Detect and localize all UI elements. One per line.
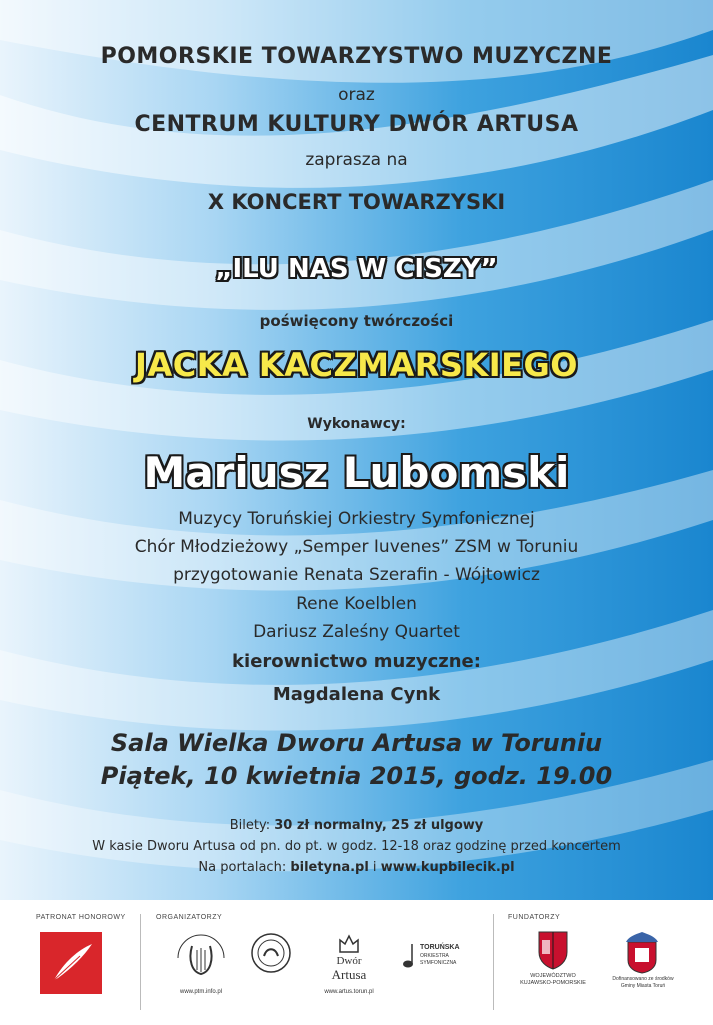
patronage-label: PATRONAT HONOROWY: [36, 914, 126, 921]
ticket-prefix: Bilety:: [229, 818, 275, 833]
society-seal-logo: [250, 932, 292, 974]
footer-divider: [140, 914, 141, 1010]
date-text: Piątek, 10 kwietnia 2015, godz. 19.00: [100, 762, 613, 790]
ticket-price-values: 30 zł normalny, 25 zł ulgowy: [274, 818, 484, 833]
ticket-prices: [0, 818, 713, 833]
sponsors-footer: [0, 900, 713, 1025]
concert-number: X KONCERT TOWARZYSKI: [207, 190, 506, 214]
portal-prefix: Na portalach:: [198, 860, 291, 875]
director-name: Magdalena Cynk: [272, 684, 441, 705]
orchestra-note-icon: [402, 942, 418, 970]
concert-subtitle: poświęcony twórczości: [259, 312, 454, 330]
main-performer: Mariusz Lubomski: [143, 448, 570, 497]
funders-label: FUNDATORZY: [508, 914, 561, 921]
venue-text: Sala Wielka Dworu Artusa w Toruniu: [110, 729, 603, 757]
voivodeship-caption-1: WOJEWÓDZTWO: [530, 973, 576, 979]
performer-item: Dariusz Zaleśny Quartet: [253, 622, 460, 642]
artus-logo-text-2: Artusa: [331, 967, 367, 982]
ptm-lyre-logo: [170, 928, 232, 984]
performer-item: Muzycy Toruńskiej Orkiestry Symfonicznej: [178, 509, 535, 529]
ticket-portals: [0, 860, 713, 875]
voivodeship-shield-logo: [537, 930, 569, 970]
artus-crest-icon: [338, 934, 360, 954]
organizers-label: ORGANIZATORZY: [156, 914, 223, 921]
orchestra-logo-text-1: TORUŃSKA: [420, 944, 460, 951]
concert-title: „ILU NAS W CISZY”: [215, 254, 498, 284]
foundation-feather-logo: [40, 932, 102, 994]
performers-heading: Wykonawcy:: [307, 416, 406, 432]
artus-url[interactable]: www.artus.torun.pl: [324, 989, 374, 995]
invitation-text: zaprasza na: [305, 150, 408, 170]
conjunction-text: oraz: [338, 85, 375, 105]
torun-city-crest-logo: [625, 930, 659, 974]
voivodeship-caption-2: KUJAWSKO-POMORSKIE: [520, 980, 586, 986]
organizer-2: CENTRUM KULTURY DWÓR ARTUSA: [134, 112, 579, 137]
city-caption-2: Gminy Miasta Toruń: [620, 983, 666, 989]
orchestra-logo-text-3: SYMFONICZNA: [420, 960, 457, 966]
footer-divider: [493, 914, 494, 1010]
portal-link-kupbilecik[interactable]: www.kupbilecik.pl: [380, 860, 515, 875]
performer-item: Chór Młodzieżowy „Semper Iuvenes” ZSM w Toruniu: [134, 537, 579, 557]
performer-item: Rene Koelblen: [296, 594, 417, 614]
box-office-info: W kasie Dworu Artusa od pn. do pt. w godz. 12-18 oraz godzinę przed koncertem: [92, 839, 621, 854]
ptm-url[interactable]: www.ptm.info.pl: [179, 989, 222, 995]
orchestra-logo-text-2: ORKIESTRA: [420, 953, 449, 959]
portal-link-biletyna[interactable]: biletyna.pl: [290, 860, 369, 875]
organizer-1: POMORSKIE TOWARZYSTWO MUZYCZNE: [100, 44, 613, 69]
portal-separator: i: [368, 860, 381, 875]
direction-label: kierownictwo muzyczne:: [232, 651, 481, 672]
dedication-name: JACKA KACZMARSKIEGO: [135, 346, 578, 384]
city-caption-1: Dofinansowano ze środków: [612, 976, 674, 982]
performer-item: przygotowanie Renata Szerafin - Wójtowicz: [173, 565, 540, 585]
artus-logo-text-1: Dwór: [336, 955, 362, 967]
